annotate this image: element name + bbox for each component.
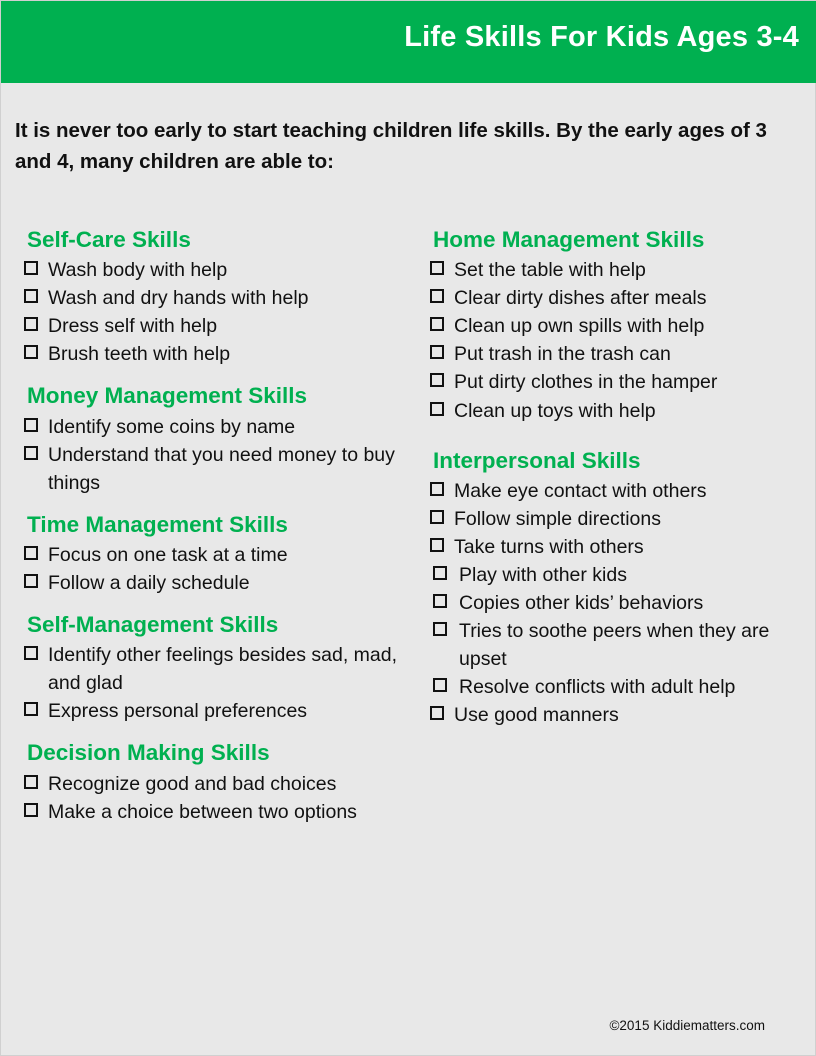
list-item[interactable] — [23, 770, 423, 798]
checkbox-icon[interactable] — [430, 373, 444, 387]
checkbox-icon[interactable] — [24, 803, 38, 817]
list-item-label: Clean up own spills with help — [454, 315, 705, 338]
list-item[interactable] — [429, 256, 816, 284]
list-item[interactable] — [429, 701, 816, 729]
list-item-label: Understand that you need money to buy things — [48, 443, 395, 494]
left-column — [23, 226, 423, 840]
list-item-label: Identify other feelings besides sad, mad, and glad — [48, 644, 398, 695]
checklist — [23, 256, 423, 368]
list-item[interactable] — [429, 477, 816, 505]
intro-paragraph: It is never too early to start teaching children life skills. By the early ages of 3 and 4, many children are able to: — [15, 119, 767, 173]
list-item-label: Express personal preferences — [48, 700, 308, 723]
checkbox-icon[interactable] — [433, 678, 447, 692]
checkbox-icon[interactable] — [24, 775, 38, 789]
checkbox-icon[interactable] — [24, 289, 38, 303]
checkbox-icon[interactable] — [430, 261, 444, 275]
checkbox-icon[interactable] — [24, 702, 38, 716]
right-column — [429, 226, 816, 743]
checkbox-icon[interactable] — [430, 402, 444, 416]
checkbox-icon[interactable] — [433, 594, 447, 608]
list-item-label: Recognize good and bad choices — [48, 772, 337, 795]
list-item[interactable] — [23, 284, 423, 312]
section-self-management — [23, 611, 423, 725]
checkbox-icon[interactable] — [24, 546, 38, 560]
list-item-label: Brush teeth with help — [48, 343, 231, 366]
header-bar — [1, 1, 816, 83]
list-item[interactable] — [23, 541, 423, 569]
list-item[interactable] — [23, 413, 423, 441]
checkbox-icon[interactable] — [24, 446, 38, 460]
list-item-label: Make eye contact with others — [454, 479, 707, 502]
list-item-label: Put trash in the trash can — [454, 343, 671, 366]
checkbox-icon[interactable] — [24, 345, 38, 359]
checkbox-icon[interactable] — [433, 566, 447, 580]
section-money-management — [23, 382, 423, 496]
checklist — [429, 477, 816, 730]
checkbox-icon[interactable] — [430, 510, 444, 524]
checklist — [23, 541, 423, 597]
list-item-label: Tries to soothe peers when they are upset — [459, 620, 770, 671]
section-title: Self-Care Skills — [27, 227, 191, 252]
section-title: Time Management Skills — [27, 511, 288, 537]
section-interpersonal — [429, 447, 816, 730]
list-item-label: Make a choice between two options — [48, 800, 357, 823]
checkbox-icon[interactable] — [430, 706, 444, 720]
checkbox-icon[interactable] — [24, 317, 38, 331]
section-time-management — [23, 511, 423, 597]
checkbox-icon[interactable] — [430, 317, 444, 331]
list-item-label: Set the table with help — [454, 259, 646, 282]
list-item[interactable] — [429, 589, 816, 617]
list-item[interactable] — [23, 641, 423, 697]
list-item[interactable] — [23, 569, 423, 597]
checklist — [23, 413, 423, 497]
list-item-label: Copies other kids’ behaviors — [459, 592, 704, 615]
list-item[interactable] — [429, 312, 816, 340]
list-item-label: Follow simple directions — [454, 507, 661, 530]
list-item[interactable] — [429, 673, 816, 701]
checklist — [23, 770, 423, 826]
list-item[interactable] — [23, 441, 423, 497]
list-item-label: Resolve conflicts with adult help — [459, 676, 736, 699]
checklist — [429, 256, 816, 424]
checklist — [23, 641, 423, 725]
list-item[interactable] — [23, 697, 423, 725]
checkbox-icon[interactable] — [430, 538, 444, 552]
list-item-label: Use good manners — [454, 704, 619, 727]
list-item[interactable] — [429, 284, 816, 312]
checkbox-icon[interactable] — [430, 289, 444, 303]
section-decision-making — [23, 739, 423, 825]
checkbox-icon[interactable] — [430, 345, 444, 359]
section-title: Money Management Skills — [27, 383, 308, 409]
section-home-management — [429, 226, 816, 425]
section-title: Home Management Skills — [433, 227, 705, 252]
list-item-label: Put dirty clothes in the hamper — [454, 371, 718, 394]
list-item[interactable] — [23, 340, 423, 368]
list-item[interactable] — [23, 256, 423, 284]
list-item-label: Identify some coins by name — [48, 415, 296, 438]
list-item-label: Play with other kids — [459, 563, 627, 586]
list-item[interactable] — [429, 368, 816, 396]
list-item-label: Clear dirty dishes after meals — [454, 287, 707, 310]
copyright-footer: ©2015 Kiddiematters.com — [609, 1018, 765, 1033]
section-title: Decision Making Skills — [27, 740, 270, 766]
list-item[interactable] — [429, 340, 816, 368]
list-item-label: Follow a daily schedule — [48, 572, 250, 594]
section-title: Interpersonal Skills — [433, 447, 641, 473]
list-item-label: Wash body with help — [48, 259, 228, 282]
checkbox-icon[interactable] — [24, 261, 38, 275]
section-self-care — [23, 226, 423, 368]
list-item[interactable] — [429, 533, 816, 561]
checkbox-icon[interactable] — [433, 622, 447, 636]
checkbox-icon[interactable] — [430, 482, 444, 496]
list-item-label: Take turns with others — [454, 535, 644, 558]
page-title: Life Skills For Kids Ages 3-4 — [404, 21, 799, 53]
list-item[interactable] — [429, 617, 816, 673]
list-item-label: Wash and dry hands with help — [48, 287, 309, 310]
list-item[interactable] — [23, 312, 423, 340]
list-item[interactable] — [23, 798, 423, 826]
section-title: Self-Management Skills — [27, 612, 279, 638]
list-item[interactable] — [429, 561, 816, 589]
list-item-label: Clean up toys with help — [454, 399, 656, 422]
checkbox-icon[interactable] — [24, 574, 38, 588]
checkbox-icon[interactable] — [24, 418, 38, 432]
checkbox-icon[interactable] — [24, 646, 38, 660]
list-item-label: Dress self with help — [48, 315, 218, 338]
list-item-label: Focus on one task at a time — [48, 543, 288, 566]
list-item[interactable] — [429, 505, 816, 533]
list-item[interactable] — [429, 397, 816, 425]
